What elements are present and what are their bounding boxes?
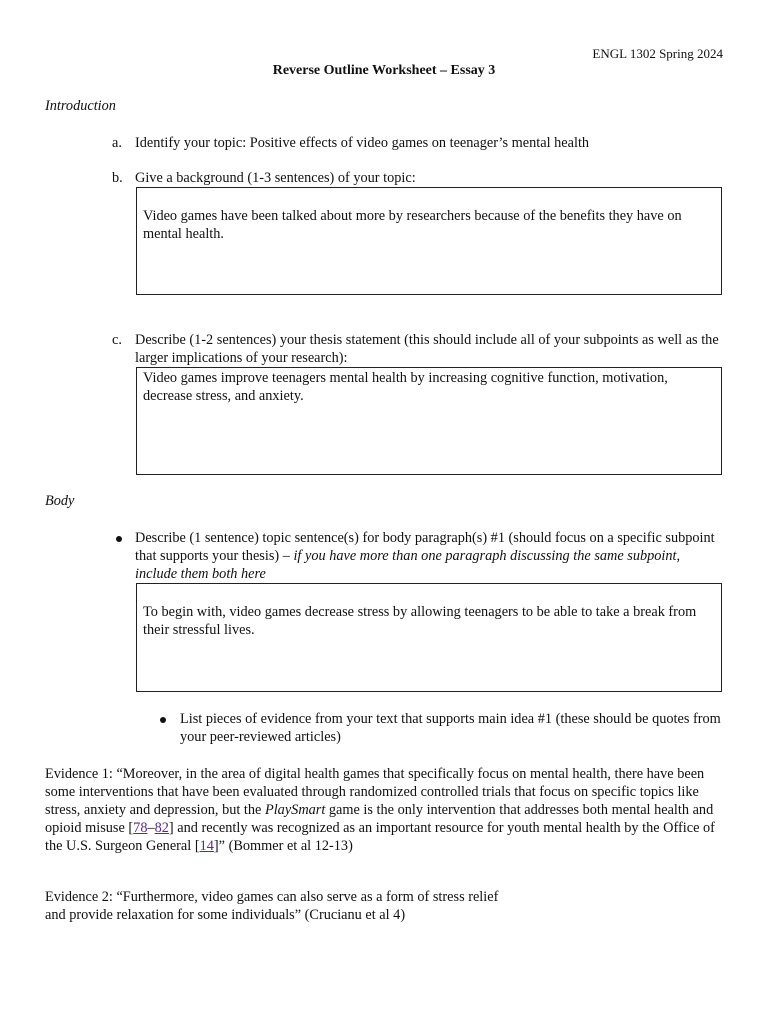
evidence-1-text: ] and recently was recognized as an important resource for youth mental health by the Office of the U.S. Surgeon General [ bbox=[45, 820, 715, 854]
topic-sentence-prompt bbox=[135, 529, 715, 583]
topic-answer-box[interactable] bbox=[136, 583, 722, 692]
background-prompt: Give a background (1-3 sentences) of your topic: bbox=[135, 170, 416, 186]
evidence-bullet bbox=[160, 717, 166, 723]
thesis-prompt: Describe (1-2 sentences) your thesis statement (this should include all of your subpoints as well as the larger implications of your research): bbox=[135, 332, 719, 366]
background-answer-box[interactable] bbox=[136, 187, 722, 295]
topic-line: Identify your topic: Positive effects of video games on teenager’s mental health bbox=[135, 135, 590, 151]
citation-link-78[interactable]: 78 bbox=[133, 820, 148, 836]
item-a-marker: a. bbox=[112, 135, 122, 151]
evidence-1-text: “Moreover, in the area of digital health games that specifically focus on mental health, there have been some interventions that have been evaluated through randomized controlled trials that focus on specific topics like stress, anxiety and depression, but the bbox=[45, 766, 705, 818]
evidence-2-line-1: Evidence 2: “Furthermore, video games can also serve as a form of stress relief bbox=[45, 889, 499, 905]
section-heading-introduction: Introduction bbox=[45, 98, 116, 114]
evidence-1-text: ]” (Bommer et al 12-13) bbox=[213, 838, 353, 854]
topic-bullet bbox=[116, 536, 122, 542]
worksheet-title: Reverse Outline Worksheet – Essay 3 bbox=[272, 63, 496, 78]
game-title: PlaySmart bbox=[264, 802, 326, 818]
course-label: ENGL 1302 Spring 2024 bbox=[592, 46, 723, 61]
background-answer-text: Video games have been talked about more by researchers because of the benefits they have on mental health. bbox=[143, 208, 682, 242]
thesis-answer-text: Video games improve teenagers mental health by increasing cognitive function, motivation, decrease stress, and anxiety. bbox=[143, 370, 668, 404]
thesis-answer-box[interactable] bbox=[136, 367, 722, 475]
citation-dash: – bbox=[147, 820, 155, 836]
topic-prompt-italic: if you have more than one paragraph discussing the same subpoint, include them both here bbox=[135, 548, 681, 582]
item-c-marker: c. bbox=[112, 332, 122, 348]
evidence-prompt: List pieces of evidence from your text that supports main idea #1 (these should be quotes from your peer-reviewed articles) bbox=[180, 711, 721, 745]
topic-prompt-plain: Describe (1 sentence) topic sentence(s) for body paragraph(s) #1 (should focus on a specific subpoint that supports your thesis) – bbox=[135, 530, 715, 564]
citation-link-14[interactable]: 14 bbox=[199, 838, 214, 854]
citation-link-82[interactable]: 82 bbox=[154, 820, 169, 836]
evidence-1-label: Evidence 1: bbox=[45, 766, 113, 782]
item-b-marker: b. bbox=[112, 170, 123, 186]
section-heading-body: Body bbox=[45, 493, 75, 509]
evidence-1 bbox=[45, 765, 735, 855]
evidence-1-text: game is the only intervention that addresses both mental health and opioid misuse [ bbox=[45, 802, 714, 836]
topic-answer-text: To begin with, video games decrease stress by allowing teenagers to be able to take a break from their stressful lives. bbox=[143, 604, 697, 638]
evidence-2-line-2: and provide relaxation for some individuals” (Crucianu et al 4) bbox=[45, 907, 406, 923]
